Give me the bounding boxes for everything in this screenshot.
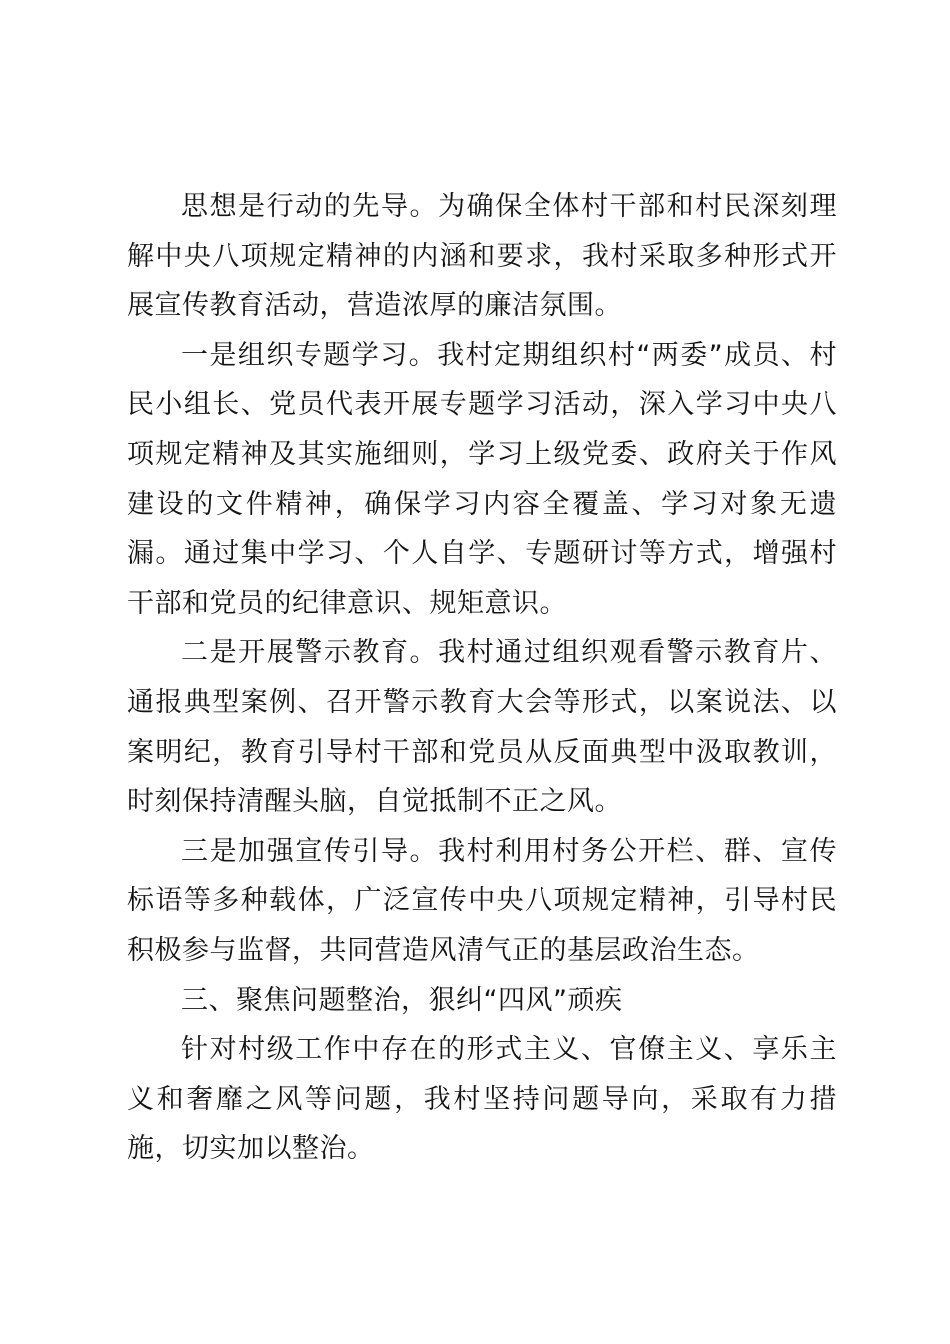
- section-heading-four-winds: 三、聚焦问题整治，狠纠“四风”顽疾: [181, 984, 623, 1016]
- paragraph-special-study: 一是组织专题学习。我村定期组织村“两委”成员、村民小组长、党员代表开展专题学习活动，深入学习中央八项规定精神及其实施细则，学习上级党委、政府关于作风建设的文件精神，确保学习内容全覆盖、学习对象无遗漏。通过集中学习、个人自学、专题研讨等方式，增强村干部和党员的纪律意识、规矩意识。: [127, 339, 837, 619]
- paragraph-warning-education: 二是开展警示教育。我村通过组织观看警示教育片、通报典型案例、召开警示教育大会等形式，以案说法、以案明纪，教育引导村干部和党员从反面典型中汲取教训，时刻保持清醒头脑，自觉抵制不正之风。: [127, 637, 837, 818]
- paragraph-problem-rectification: 针对村级工作中存在的形式主义、官僚主义、享乐主义和奢靡之风等问题，我村坚持问题导向，采取有力措施，切实加以整治。: [127, 1034, 837, 1165]
- document-body: [127, 182, 837, 1174]
- paragraph-ideology-guidance: 思想是行动的先导。为确保全体村干部和村民深刻理解中央八项规定精神的内涵和要求，我村采取多种形式开展宣传教育活动，营造浓厚的廉洁氛围。: [127, 191, 837, 322]
- paragraph-publicity-guidance: 三是加强宣传引导。我村利用村务公开栏、群、宣传标语等多种载体，广泛宣传中央八项规定精神，引导村民积极参与监督，共同营造风清气正的基层政治生态。: [127, 835, 837, 966]
